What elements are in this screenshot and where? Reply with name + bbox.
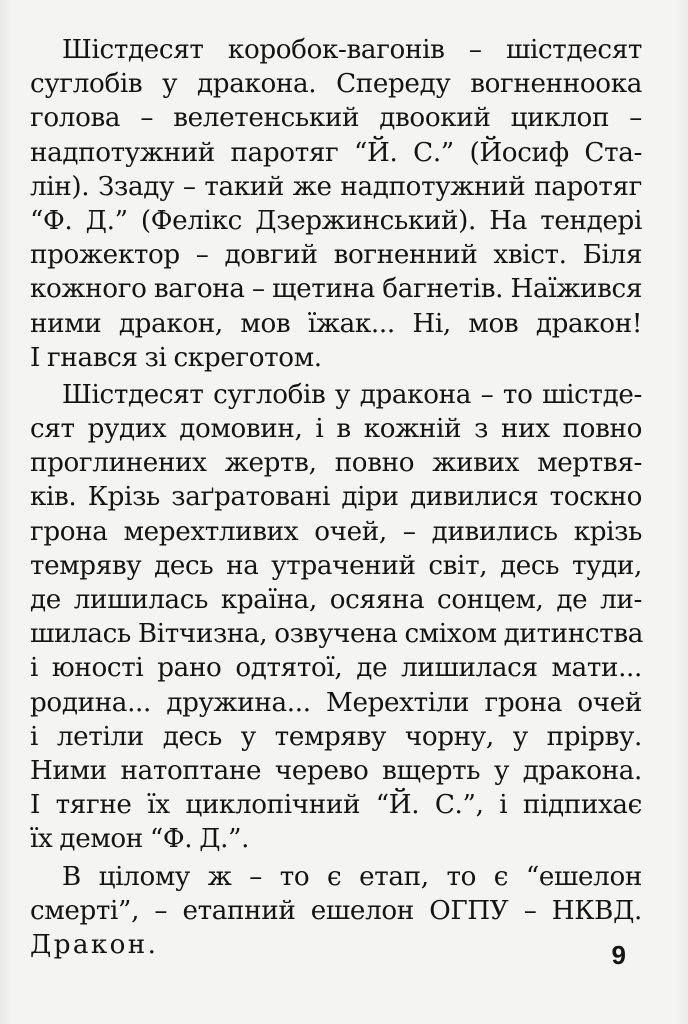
page-text [30,33,642,962]
text-line: лін). Ззаду – такий же надпотужний паротяг [30,171,642,202]
text-line: прожектор – довгий вогненний хвіст. Біля [30,240,642,271]
text-line: надпотужний паротяг “Й. С.” (Йосиф Ста- [30,137,642,168]
text-line: кожного вагона – щетина багнетів. Наїжився [30,274,642,305]
paragraph-1 [30,33,642,375]
text-line: Дракон. [30,929,159,960]
text-line: їх демон “Ф. Д.”. [30,824,250,855]
text-line: голова – велетенський двоокий циклоп – [30,103,642,134]
text-line: Шістдесят суглобів у дракона – то шістде- [62,379,642,410]
page-number: 9 [611,940,626,970]
paragraph-3 [30,860,642,963]
text-line: проглинених жертв, повно живих мертвя- [30,448,642,479]
text-line: смерті”, – етапний ешелон ОГПУ – НКВД. [30,895,642,926]
text-line: родина... дружина... Мерехтіли грона очей [30,687,642,718]
text-line: І гнався зі скреготом. [30,342,322,373]
text-line: грона мерехтливих очей, – дивились крізь [30,516,642,547]
text-line: де лишилась країна, осяяна сонцем, де ли- [30,585,642,615]
text-line: “Ф. Д.” (Фелікс Дзержинський). На тендері [30,205,642,236]
text-line: І тягне їх циклопічний “Й. С.”, і підпихає [30,790,642,821]
text-line: ків. Крізь заґратовані діри дивилися тоскно [30,482,642,513]
text-line: суглобів у дракона. Спереду вогненноока [30,69,642,100]
text-line: Шістдесят коробок-вагонів – шістдесят [62,35,642,65]
paragraph-2 [30,378,642,857]
text-line: В цілому ж – то є етап, то є “ешелон [62,861,642,892]
text-line: і летіли десь у темряву чорну, у прірву. [30,721,642,752]
text-line: Ними натоптане черево вщерть у дракона. [30,755,642,786]
text-line: і юності рано одтятої, де лишилася мати... [30,653,642,684]
text-line: темряву десь на утрачений світ, десь туди, [30,550,642,581]
text-line: сят рудих домовин, і в кожній з них повно [30,414,642,445]
text-line: шилась Вітчизна, озвучена сміхом дитинства [30,619,643,650]
text-line: ними дракон, мов їжак... Ні, мов дракон! [30,308,642,339]
